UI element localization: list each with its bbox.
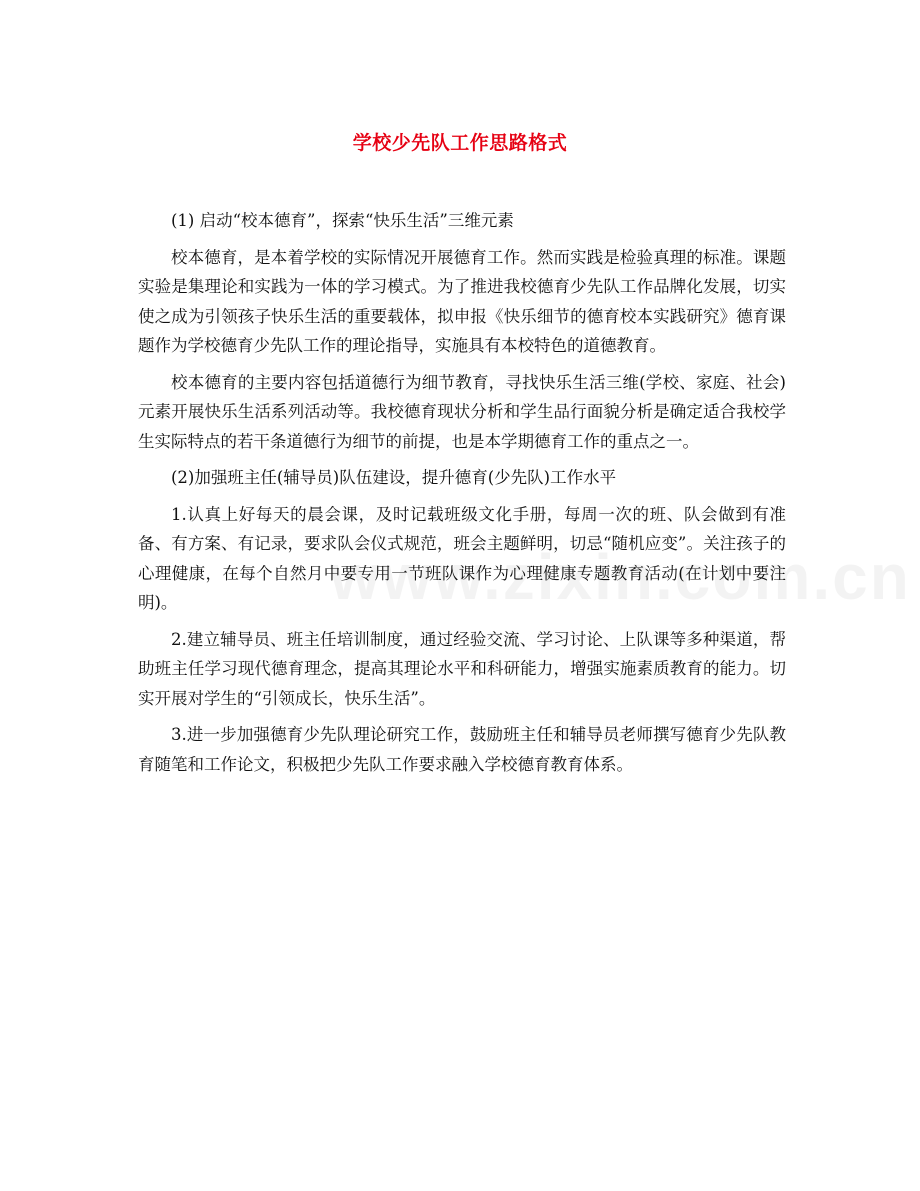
document-title: 学校少先队工作思路格式	[352, 132, 568, 154]
list-item: 2.建立辅导员、班主任培训制度，通过经验交流、学习讨论、上队课等多种渠道，帮助班主任学习现代德育理念，提高其理论水平和科研能力，增强实施素质教育的能力。切实开展对学生的“引领成长，快乐生活”。	[138, 629, 786, 708]
paragraph: 校本德育的主要内容包括道德行为细节教育，寻找快乐生活三维(学校、家庭、社会)元素开展快乐生活系列活动等。我校德育现状分析和学生品行面貌分析是确定适合我校学生实际特点的若干条道德行为细节的前提，也是本学期德育工作的重点之一。	[138, 372, 786, 451]
list-item: 1.认真上好每天的晨会课，及时记载班级文化手册，每周一次的班、队会做到有准备、有方案、有记录，要求队会仪式规范，班会主题鲜明，切忌“随机应变”。关注孩子的心理健康，在每个自然月中要专用一节班队课作为心理健康专题教育活动(在计划中要注明)。	[138, 504, 786, 612]
list-item: 3.进一步加强德育少先队理论研究工作，鼓励班主任和辅导员老师撰写德育少先队教育随笔和工作论文，积极把少先队工作要求融入学校德育教育体系。	[138, 725, 786, 774]
section-heading-1: (1) 启动“校本德育”，探索“快乐生活”三维元素	[171, 211, 514, 230]
document-body	[138, 206, 786, 786]
paragraph: 校本德育，是本着学校的实际情况开展德育工作。然而实践是检验真理的标准。课题实验是集理论和实践为一体的学习模式。为了推进我校德育少先队工作品牌化发展，切实使之成为引领孩子快乐生活的重要载体，拟申报《快乐细节的德育校本实践研究》德育课题作为学校德育少先队工作的理论指导，实施具有本校特色的道德教育。	[138, 247, 786, 355]
section-heading-2: (2)加强班主任(辅导员)队伍建设，提升德育(少先队)工作水平	[171, 468, 617, 487]
